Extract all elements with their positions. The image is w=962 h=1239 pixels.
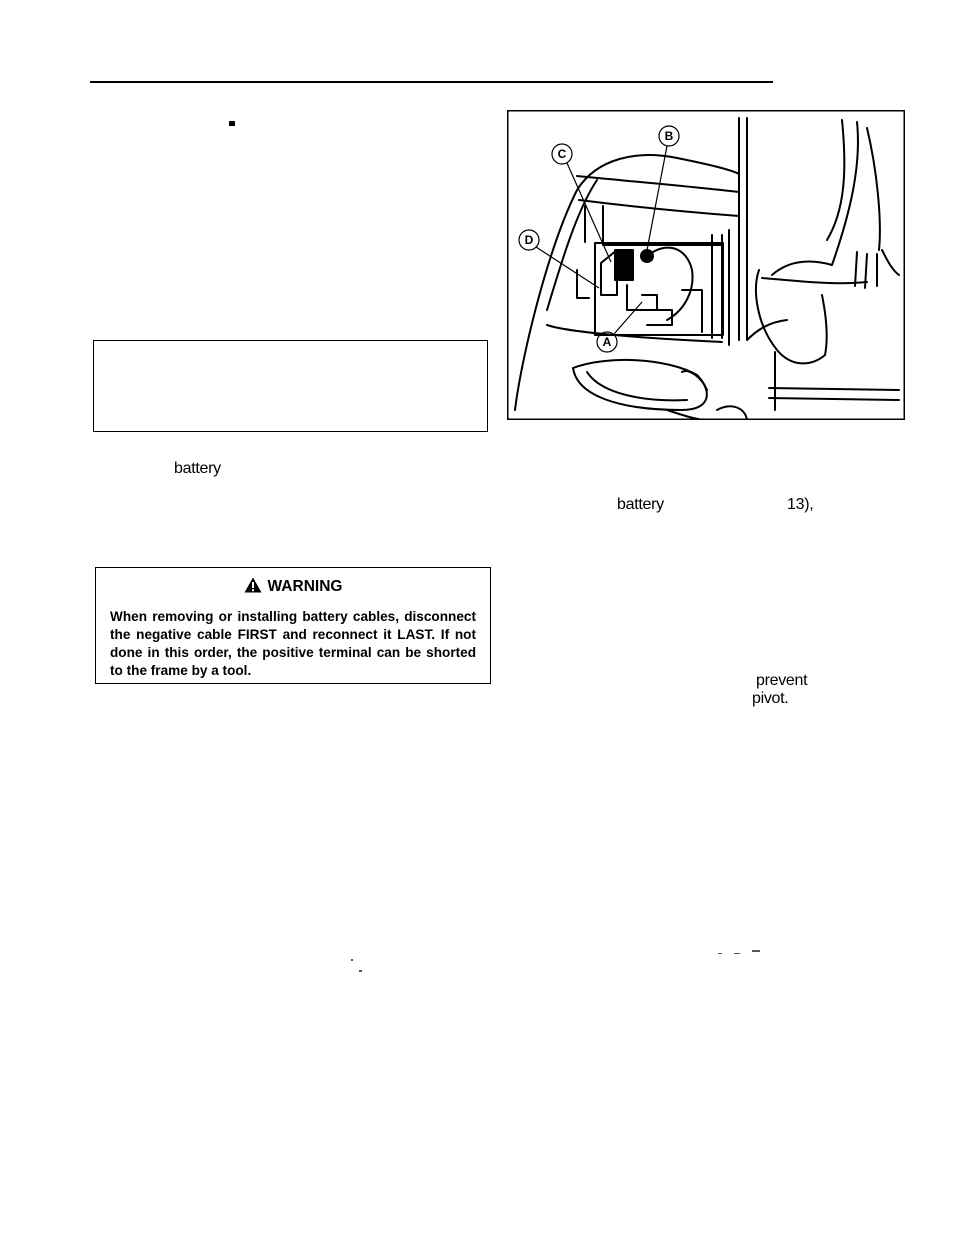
warning-heading-label: WARNING (267, 578, 343, 595)
callout-b: B (664, 129, 674, 143)
empty-note-box (93, 340, 488, 432)
warning-triangle-icon (244, 577, 262, 593)
scan-speck (752, 950, 760, 952)
callout-d: D (524, 233, 534, 247)
text-fragment-battery-right: battery (617, 496, 664, 513)
warning-box (95, 567, 491, 684)
scan-speck (718, 953, 722, 954)
scan-speck (359, 970, 362, 972)
text-fragment-prevent: prevent (756, 672, 808, 689)
warning-heading (96, 577, 490, 596)
battery-figure (507, 110, 905, 420)
scan-speck (734, 953, 740, 954)
scan-speck (351, 959, 353, 961)
text-fragment-battery-left: battery (174, 460, 221, 477)
bullet-mark (229, 121, 235, 126)
warning-text: When removing or installing battery cables, disconnect the negative cable FIRST and reconnect it LAST. If not done in this order, the positive terminal can be shorted to the frame by a tool. (110, 609, 476, 678)
callout-c: C (557, 147, 567, 161)
text-fragment-ref: 13), (787, 496, 814, 513)
top-rule (90, 81, 773, 83)
text-fragment-pivot: pivot. (752, 690, 789, 707)
callout-a: A (602, 335, 612, 349)
warning-box-bottom-rule (95, 683, 491, 684)
